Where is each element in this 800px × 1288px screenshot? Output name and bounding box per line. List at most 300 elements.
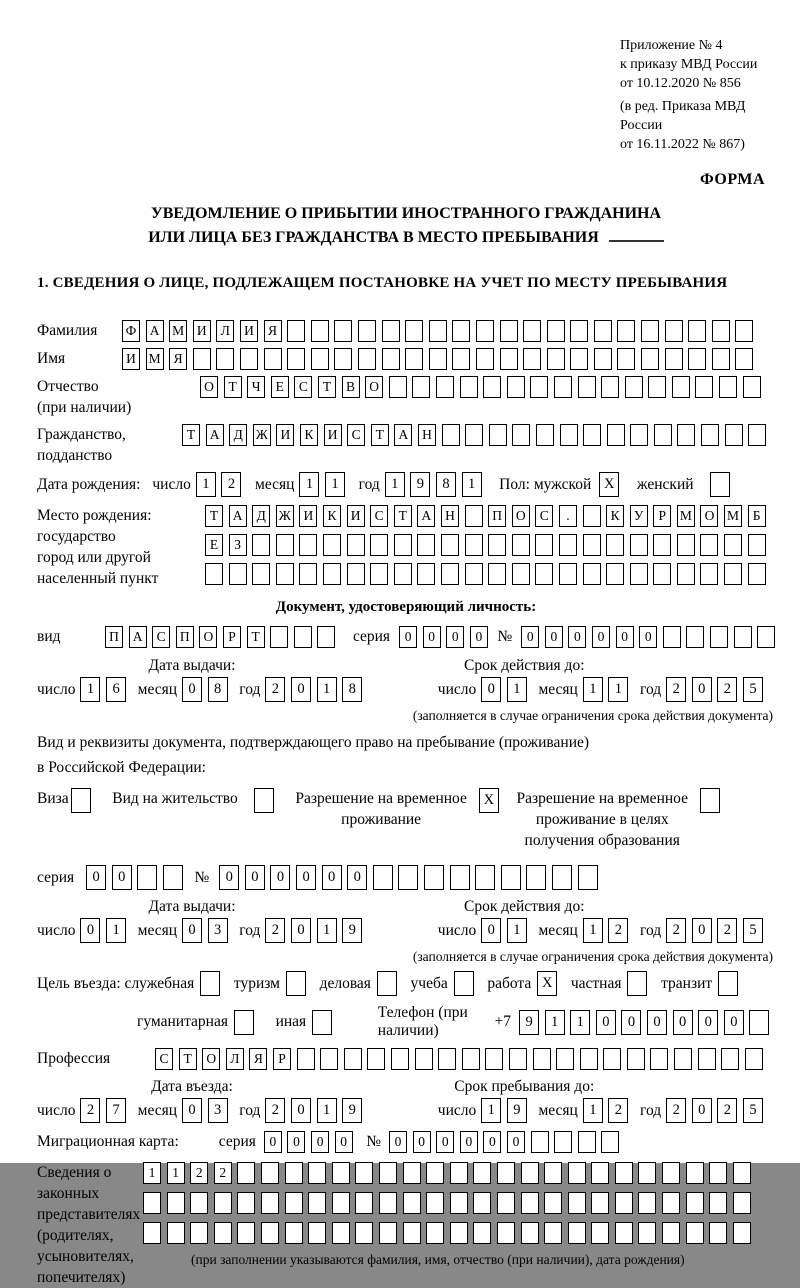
char-box[interactable] <box>570 348 588 370</box>
char-box[interactable] <box>617 348 635 370</box>
char-box[interactable] <box>500 348 518 370</box>
char-box[interactable]: Р <box>273 1048 291 1070</box>
char-box[interactable]: 2 <box>717 1098 737 1123</box>
char-box[interactable] <box>733 1192 751 1214</box>
char-box[interactable]: 0 <box>322 865 342 890</box>
char-box[interactable] <box>536 424 554 446</box>
char-box[interactable] <box>501 865 521 890</box>
char-box[interactable]: 2 <box>666 918 686 943</box>
char-box[interactable] <box>488 534 506 556</box>
char-box[interactable]: Е <box>205 534 223 556</box>
char-box[interactable] <box>615 1222 633 1244</box>
representatives-input-row1[interactable] <box>143 1162 756 1184</box>
char-box[interactable] <box>497 1192 515 1214</box>
char-box[interactable]: 0 <box>692 677 712 702</box>
char-box[interactable] <box>500 320 518 342</box>
char-box[interactable] <box>674 1048 692 1070</box>
char-box[interactable]: 5 <box>743 1098 763 1123</box>
char-box[interactable]: 2 <box>265 677 285 702</box>
char-box[interactable]: Я <box>169 348 187 370</box>
char-box[interactable]: С <box>155 1048 173 1070</box>
char-box[interactable]: 5 <box>743 677 763 702</box>
char-box[interactable] <box>725 424 743 446</box>
char-box[interactable] <box>559 534 577 556</box>
representatives-input-row2[interactable] <box>143 1192 756 1214</box>
doc-number-input[interactable] <box>521 626 781 648</box>
char-box[interactable] <box>530 376 548 398</box>
identity-issue-day-input[interactable] <box>80 677 131 702</box>
char-box[interactable] <box>521 1162 539 1184</box>
char-box[interactable] <box>617 320 635 342</box>
char-box[interactable]: А <box>417 505 435 527</box>
char-box[interactable]: З <box>229 534 247 556</box>
char-box[interactable] <box>285 1162 303 1184</box>
char-box[interactable]: 0 <box>291 918 311 943</box>
char-box[interactable]: Т <box>182 424 200 446</box>
char-box[interactable] <box>509 1048 527 1070</box>
char-box[interactable] <box>677 534 695 556</box>
char-box[interactable] <box>700 534 718 556</box>
char-box[interactable] <box>719 376 737 398</box>
residence-valid-day-input[interactable] <box>481 918 532 943</box>
char-box[interactable] <box>749 1010 769 1035</box>
char-box[interactable]: 0 <box>460 1131 478 1153</box>
birth-day-input[interactable] <box>196 472 247 497</box>
char-box[interactable] <box>332 1162 350 1184</box>
char-box[interactable] <box>287 320 305 342</box>
char-box[interactable] <box>748 563 766 585</box>
char-box[interactable] <box>436 376 454 398</box>
char-box[interactable] <box>554 1131 572 1153</box>
char-box[interactable] <box>625 376 643 398</box>
char-box[interactable] <box>299 534 317 556</box>
char-box[interactable] <box>580 1048 598 1070</box>
char-box[interactable]: 0 <box>436 1131 454 1153</box>
char-box[interactable] <box>686 1222 704 1244</box>
representatives-input-row3[interactable] <box>143 1222 756 1244</box>
char-box[interactable] <box>394 563 412 585</box>
char-box[interactable] <box>167 1192 185 1214</box>
char-box[interactable] <box>332 1222 350 1244</box>
char-box[interactable]: Т <box>247 626 265 648</box>
char-box[interactable] <box>252 563 270 585</box>
char-box[interactable]: 0 <box>596 1010 616 1035</box>
char-box[interactable]: 1 <box>80 677 100 702</box>
char-box[interactable]: 1 <box>317 677 337 702</box>
char-box[interactable]: М <box>677 505 695 527</box>
char-box[interactable] <box>627 971 647 996</box>
char-box[interactable] <box>237 1222 255 1244</box>
identity-issue-month-input[interactable] <box>182 677 233 702</box>
residence-issue-year-input[interactable] <box>265 918 367 943</box>
char-box[interactable]: М <box>146 348 164 370</box>
char-box[interactable] <box>709 1162 727 1184</box>
char-box[interactable] <box>533 1048 551 1070</box>
char-box[interactable]: Н <box>441 505 459 527</box>
char-box[interactable] <box>403 1222 421 1244</box>
char-box[interactable]: 8 <box>436 472 456 497</box>
char-box[interactable] <box>497 1162 515 1184</box>
char-box[interactable] <box>438 1048 456 1070</box>
char-box[interactable] <box>373 865 393 890</box>
char-box[interactable] <box>507 376 525 398</box>
entry-month-input[interactable] <box>182 1098 233 1123</box>
char-box[interactable] <box>701 424 719 446</box>
char-box[interactable]: 0 <box>264 1131 282 1153</box>
char-box[interactable]: 2 <box>666 677 686 702</box>
char-box[interactable] <box>332 1192 350 1214</box>
char-box[interactable] <box>323 563 341 585</box>
char-box[interactable] <box>405 320 423 342</box>
char-box[interactable] <box>355 1162 373 1184</box>
char-box[interactable]: 8 <box>208 677 228 702</box>
doc-series-input[interactable] <box>399 626 493 648</box>
char-box[interactable]: 0 <box>182 1098 202 1123</box>
char-box[interactable]: Я <box>249 1048 267 1070</box>
char-box[interactable]: А <box>206 424 224 446</box>
purpose-work-checkbox[interactable] <box>537 971 563 996</box>
char-box[interactable]: 0 <box>545 626 563 648</box>
char-box[interactable] <box>686 1192 704 1214</box>
char-box[interactable] <box>294 626 312 648</box>
char-box[interactable] <box>286 971 306 996</box>
char-box[interactable] <box>677 563 695 585</box>
char-box[interactable]: 1 <box>507 677 527 702</box>
char-box[interactable] <box>653 563 671 585</box>
char-box[interactable]: О <box>199 626 217 648</box>
char-box[interactable] <box>355 1222 373 1244</box>
char-box[interactable] <box>452 348 470 370</box>
char-box[interactable]: 1 <box>143 1162 161 1184</box>
char-box[interactable]: Т <box>394 505 412 527</box>
char-box[interactable]: 2 <box>221 472 241 497</box>
char-box[interactable] <box>743 376 761 398</box>
char-box[interactable] <box>163 865 183 890</box>
residence-issue-month-input[interactable] <box>182 918 233 943</box>
char-box[interactable]: 9 <box>342 1098 362 1123</box>
char-box[interactable]: 7 <box>106 1098 126 1123</box>
char-box[interactable] <box>512 534 530 556</box>
char-box[interactable]: 0 <box>335 1131 353 1153</box>
char-box[interactable]: 1 <box>481 1098 501 1123</box>
char-box[interactable] <box>276 563 294 585</box>
char-box[interactable]: 0 <box>481 918 501 943</box>
patronymic-input[interactable] <box>200 376 766 398</box>
char-box[interactable] <box>583 424 601 446</box>
char-box[interactable] <box>535 563 553 585</box>
char-box[interactable] <box>521 1222 539 1244</box>
char-box[interactable]: К <box>300 424 318 446</box>
char-box[interactable] <box>677 424 695 446</box>
char-box[interactable] <box>710 472 730 497</box>
char-box[interactable] <box>450 1222 468 1244</box>
char-box[interactable]: 0 <box>481 677 501 702</box>
char-box[interactable] <box>229 563 247 585</box>
char-box[interactable]: 0 <box>673 1010 693 1035</box>
char-box[interactable]: И <box>299 505 317 527</box>
stay-day-input[interactable] <box>481 1098 532 1123</box>
char-box[interactable] <box>237 1162 255 1184</box>
char-box[interactable] <box>379 1222 397 1244</box>
char-box[interactable] <box>641 348 659 370</box>
purpose-humanitarian-checkbox[interactable] <box>234 1010 260 1035</box>
char-box[interactable] <box>320 1048 338 1070</box>
char-box[interactable] <box>424 865 444 890</box>
char-box[interactable]: 3 <box>208 1098 228 1123</box>
char-box[interactable] <box>382 320 400 342</box>
char-box[interactable] <box>615 1192 633 1214</box>
identity-valid-day-input[interactable] <box>481 677 532 702</box>
purpose-official-checkbox[interactable] <box>200 971 226 996</box>
identity-valid-month-input[interactable] <box>583 677 634 702</box>
char-box[interactable] <box>591 1192 609 1214</box>
sex-female-checkbox[interactable] <box>710 472 736 497</box>
char-box[interactable] <box>544 1192 562 1214</box>
char-box[interactable] <box>270 626 288 648</box>
char-box[interactable] <box>686 1162 704 1184</box>
char-box[interactable] <box>358 320 376 342</box>
char-box[interactable]: 8 <box>342 677 362 702</box>
char-box[interactable] <box>417 563 435 585</box>
char-box[interactable] <box>488 563 506 585</box>
char-box[interactable] <box>578 1131 596 1153</box>
char-box[interactable]: С <box>152 626 170 648</box>
birth-place-input-row2[interactable] <box>205 534 771 556</box>
char-box[interactable] <box>523 320 541 342</box>
char-box[interactable] <box>311 348 329 370</box>
char-box[interactable] <box>568 1162 586 1184</box>
char-box[interactable] <box>317 626 335 648</box>
char-box[interactable] <box>426 1162 444 1184</box>
char-box[interactable] <box>323 534 341 556</box>
char-box[interactable] <box>261 1222 279 1244</box>
char-box[interactable] <box>695 376 713 398</box>
char-box[interactable]: О <box>700 505 718 527</box>
char-box[interactable]: Ч <box>247 376 265 398</box>
birth-year-input[interactable] <box>385 472 487 497</box>
char-box[interactable] <box>698 1048 716 1070</box>
char-box[interactable]: 0 <box>639 626 657 648</box>
name-input[interactable] <box>122 348 759 370</box>
char-box[interactable]: 1 <box>583 918 603 943</box>
char-box[interactable]: М <box>724 505 742 527</box>
char-box[interactable]: П <box>176 626 194 648</box>
sex-male-checkbox[interactable] <box>599 472 625 497</box>
char-box[interactable] <box>377 971 397 996</box>
char-box[interactable] <box>71 788 91 813</box>
char-box[interactable] <box>347 534 365 556</box>
char-box[interactable] <box>547 320 565 342</box>
char-box[interactable] <box>394 534 412 556</box>
char-box[interactable] <box>552 865 572 890</box>
char-box[interactable] <box>578 376 596 398</box>
char-box[interactable]: 5 <box>743 918 763 943</box>
purpose-transit-checkbox[interactable] <box>718 971 744 996</box>
char-box[interactable]: 0 <box>112 865 132 890</box>
residence-number-input[interactable] <box>219 865 603 890</box>
char-box[interactable] <box>193 348 211 370</box>
char-box[interactable] <box>308 1162 326 1184</box>
char-box[interactable] <box>485 1048 503 1070</box>
char-box[interactable] <box>308 1192 326 1214</box>
char-box[interactable]: К <box>323 505 341 527</box>
char-box[interactable]: 2 <box>717 677 737 702</box>
char-box[interactable]: 1 <box>507 918 527 943</box>
identity-issue-year-input[interactable] <box>265 677 367 702</box>
char-box[interactable]: 0 <box>413 1131 431 1153</box>
char-box[interactable] <box>465 534 483 556</box>
char-box[interactable]: 3 <box>208 918 228 943</box>
char-box[interactable]: 0 <box>219 865 239 890</box>
char-box[interactable]: 0 <box>698 1010 718 1035</box>
char-box[interactable]: 0 <box>692 1098 712 1123</box>
char-box[interactable] <box>465 563 483 585</box>
char-box[interactable] <box>417 534 435 556</box>
char-box[interactable]: 2 <box>190 1162 208 1184</box>
char-box[interactable]: И <box>324 424 342 446</box>
purpose-other-checkbox[interactable] <box>312 1010 338 1035</box>
char-box[interactable] <box>594 348 612 370</box>
char-box[interactable] <box>489 424 507 446</box>
char-box[interactable] <box>662 1222 680 1244</box>
char-box[interactable]: 1 <box>583 1098 603 1123</box>
char-box[interactable] <box>379 1192 397 1214</box>
char-box[interactable] <box>630 424 648 446</box>
char-box[interactable]: И <box>240 320 258 342</box>
char-box[interactable]: 0 <box>483 1131 501 1153</box>
char-box[interactable] <box>570 320 588 342</box>
char-box[interactable]: 2 <box>666 1098 686 1123</box>
char-box[interactable] <box>663 626 681 648</box>
char-box[interactable] <box>709 1192 727 1214</box>
char-box[interactable]: Я <box>264 320 282 342</box>
char-box[interactable] <box>735 320 753 342</box>
char-box[interactable]: 0 <box>291 677 311 702</box>
char-box[interactable] <box>254 788 274 813</box>
char-box[interactable] <box>465 505 483 527</box>
char-box[interactable] <box>452 320 470 342</box>
identity-valid-year-input[interactable] <box>666 677 768 702</box>
char-box[interactable] <box>450 1192 468 1214</box>
char-box[interactable] <box>367 1048 385 1070</box>
char-box[interactable] <box>748 534 766 556</box>
doc-kind-input[interactable] <box>105 626 341 648</box>
char-box[interactable]: Р <box>653 505 671 527</box>
char-box[interactable]: 0 <box>245 865 265 890</box>
char-box[interactable]: 2 <box>608 1098 628 1123</box>
char-box[interactable] <box>627 1048 645 1070</box>
char-box[interactable] <box>688 320 706 342</box>
residence-valid-year-input[interactable] <box>666 918 768 943</box>
char-box[interactable] <box>583 505 601 527</box>
char-box[interactable]: Н <box>418 424 436 446</box>
char-box[interactable] <box>700 788 720 813</box>
char-box[interactable] <box>264 348 282 370</box>
char-box[interactable]: Е <box>271 376 289 398</box>
char-box[interactable] <box>311 320 329 342</box>
char-box[interactable] <box>733 1162 751 1184</box>
char-box[interactable]: 0 <box>647 1010 667 1035</box>
surname-input[interactable] <box>122 320 759 342</box>
char-box[interactable] <box>460 376 478 398</box>
char-box[interactable]: 0 <box>287 1131 305 1153</box>
char-box[interactable]: . <box>559 505 577 527</box>
char-box[interactable]: С <box>347 424 365 446</box>
char-box[interactable] <box>216 348 234 370</box>
purpose-business-checkbox[interactable] <box>377 971 403 996</box>
char-box[interactable]: 0 <box>621 1010 641 1035</box>
char-box[interactable] <box>143 1222 161 1244</box>
purpose-tourism-checkbox[interactable] <box>286 971 312 996</box>
char-box[interactable]: 1 <box>385 472 405 497</box>
char-box[interactable] <box>721 1048 739 1070</box>
char-box[interactable]: Ж <box>276 505 294 527</box>
char-box[interactable]: 0 <box>568 626 586 648</box>
birth-place-input-row3[interactable] <box>205 563 771 585</box>
char-box[interactable]: А <box>229 505 247 527</box>
char-box[interactable] <box>712 348 730 370</box>
char-box[interactable]: О <box>202 1048 220 1070</box>
char-box[interactable] <box>638 1192 656 1214</box>
char-box[interactable] <box>654 424 672 446</box>
char-box[interactable]: X <box>479 788 499 813</box>
char-box[interactable] <box>733 1222 751 1244</box>
char-box[interactable] <box>454 971 474 996</box>
char-box[interactable] <box>547 348 565 370</box>
char-box[interactable]: Д <box>252 505 270 527</box>
char-box[interactable] <box>638 1162 656 1184</box>
char-box[interactable]: И <box>276 424 294 446</box>
char-box[interactable]: Т <box>371 424 389 446</box>
char-box[interactable] <box>297 1048 315 1070</box>
char-box[interactable] <box>531 1131 549 1153</box>
char-box[interactable] <box>641 320 659 342</box>
char-box[interactable]: X <box>537 971 557 996</box>
char-box[interactable]: С <box>535 505 553 527</box>
char-box[interactable] <box>473 1162 491 1184</box>
char-box[interactable]: 1 <box>462 472 482 497</box>
char-box[interactable] <box>606 534 624 556</box>
char-box[interactable] <box>312 1010 332 1035</box>
char-box[interactable]: 1 <box>325 472 345 497</box>
char-box[interactable] <box>429 348 447 370</box>
char-box[interactable] <box>403 1192 421 1214</box>
char-box[interactable]: 2 <box>265 918 285 943</box>
char-box[interactable] <box>426 1222 444 1244</box>
char-box[interactable]: 1 <box>570 1010 590 1035</box>
char-box[interactable]: 0 <box>311 1131 329 1153</box>
char-box[interactable]: 0 <box>86 865 106 890</box>
char-box[interactable] <box>615 1162 633 1184</box>
char-box[interactable]: 1 <box>317 1098 337 1123</box>
char-box[interactable]: 0 <box>446 626 464 648</box>
char-box[interactable] <box>240 348 258 370</box>
char-box[interactable] <box>535 534 553 556</box>
char-box[interactable] <box>473 1192 491 1214</box>
char-box[interactable] <box>559 563 577 585</box>
char-box[interactable] <box>389 376 407 398</box>
char-box[interactable] <box>214 1192 232 1214</box>
profession-input[interactable] <box>155 1048 768 1070</box>
char-box[interactable]: Т <box>318 376 336 398</box>
char-box[interactable]: Д <box>229 424 247 446</box>
char-box[interactable] <box>441 563 459 585</box>
char-box[interactable]: 0 <box>592 626 610 648</box>
char-box[interactable] <box>662 1192 680 1214</box>
char-box[interactable] <box>650 1048 668 1070</box>
char-box[interactable]: И <box>122 348 140 370</box>
char-box[interactable]: 2 <box>214 1162 232 1184</box>
